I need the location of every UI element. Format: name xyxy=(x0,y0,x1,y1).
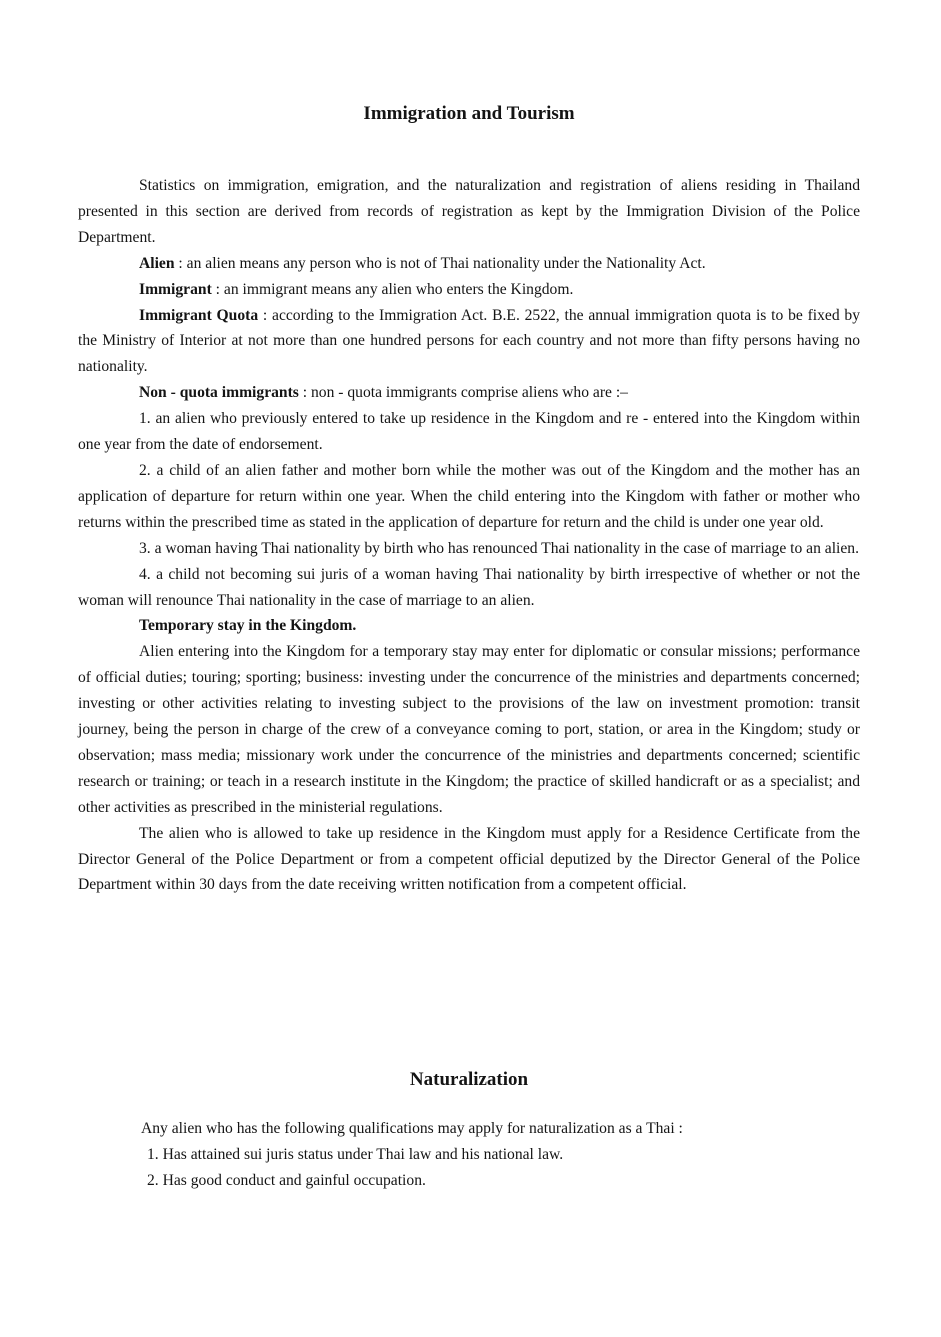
paragraph-residence-certificate: The alien who is allowed to take up residence in the Kingdom must apply for a Residence Certificate from the Director General of the Police Department or from a competent official deputized by the Director General of the Police Department within 30 days from the date receiving written notification from a competent official. xyxy=(78,824,860,894)
definition-alien: : an alien means any person who is not of Thai nationality under the Nationality Act. xyxy=(174,254,706,272)
paragraph-temporary-stay: Alien entering into the Kingdom for a temporary stay may enter for diplomatic or consular missions; performance of official duties; touring; sporting; business: investing under the concurrence of the ministries and departments concerned; investing or other activities relating to investing subject to the provisions of the law on investment promotion: transit journey, being the person in charge of the crew of a conveyance coming to port, station, or area in the Kingdom; study or observation; mass media; missionary work under the concurrence of the ministries and departments concerned; scientific research or training; or teach in a research institute in the Kingdom; the practice of skilled handicraft or as a specialist; and other activities as prescribed in the ministerial regulations. xyxy=(78,643,860,816)
naturalization-body xyxy=(78,1116,860,1194)
term-immigrant: Immigrant xyxy=(139,280,212,298)
term-non-quota: Non - quota immigrants xyxy=(139,384,299,402)
list-item: 3. a woman having Thai nationality by birth who has renounced Thai nationality in the case of marriage to an alien. xyxy=(139,539,859,557)
paragraph-immigrant-quota xyxy=(78,303,860,381)
list-item: 2. Has good conduct and gainful occupation. xyxy=(147,1172,426,1189)
paragraph-statistics: Statistics on immigration, emigration, and the naturalization and registration of aliens residing in Thailand presented in this section are derived from records of registration as kept by the Immigration Division of the Police Department. xyxy=(78,177,860,246)
paragraph-temporary-stay-heading xyxy=(78,613,860,639)
list-item: 2. a child of an alien father and mother born while the mother was out of the Kingdom and the mother has an application of departure for return within one year. When the child entering into the Kingdom with father or mother who returns within the prescribed time as stated in the application of departure for return and the child is under one year old. xyxy=(78,461,860,531)
term-immigrant-quota: Immigrant Quota xyxy=(139,306,259,324)
paragraph-immigrant xyxy=(78,277,860,303)
list-item: 1. an alien who previously entered to take up residence in the Kingdom and re - entered into the Kingdom within one year from the date of endorsement. xyxy=(78,410,860,454)
immigration-body xyxy=(78,173,860,898)
definition-immigrant-quota: : according to the Immigration Act. B.E. 2522, the annual immigration quota is to be fixed by the Ministry of Interior at not more than one hundred persons for each country and not more than fifty persons having no nationality. xyxy=(78,306,860,376)
list-item: 1. Has attained sui juris status under Thai law and his national law. xyxy=(147,1146,564,1163)
paragraph-non-quota xyxy=(78,380,860,406)
section-title-immigration: Immigration and Tourism xyxy=(363,103,575,124)
section-title-naturalization: Naturalization xyxy=(409,1069,529,1090)
heading-temporary-stay: Temporary stay in the Kingdom. xyxy=(139,617,357,635)
definition-non-quota: : non - quota immigrants comprise aliens who are :– xyxy=(298,384,628,402)
definition-immigrant: : an immigrant means any alien who enters the Kingdom. xyxy=(211,280,574,298)
paragraph-naturalization-intro: Any alien who has the following qualifications may apply for naturalization as a Thai : xyxy=(141,1120,683,1137)
list-item: 4. a child not becoming sui juris of a woman having Thai nationality by birth irrespective of whether or not the woman will renounce Thai nationality in the case of marriage to an alien. xyxy=(78,565,860,609)
paragraph-alien xyxy=(78,251,860,277)
term-alien: Alien xyxy=(139,254,175,272)
